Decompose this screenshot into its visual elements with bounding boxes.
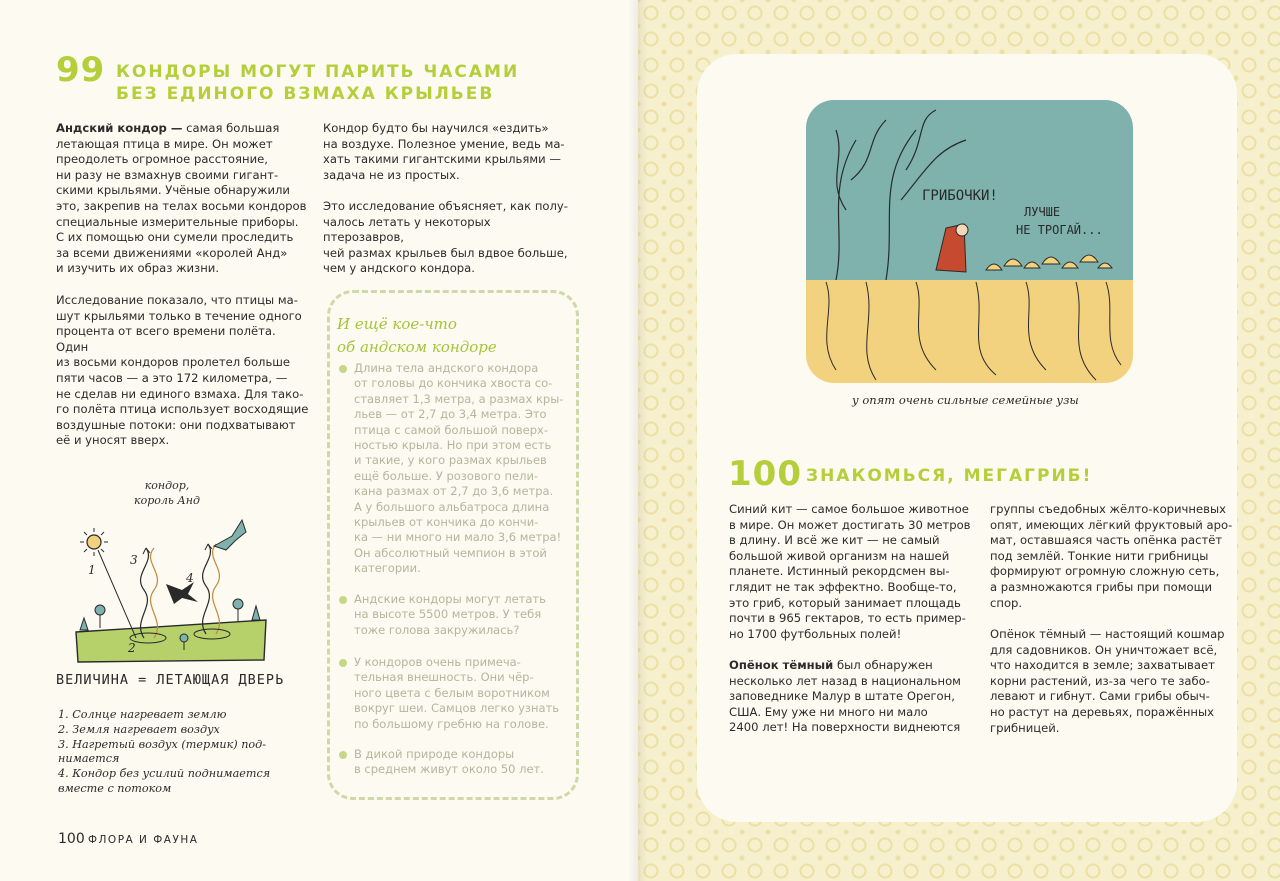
ground-shape [76,620,266,662]
diagram-label-3: 3 [130,553,138,567]
bold-lead: Андский кондор — [56,121,183,135]
thermal-line [213,544,220,634]
page-number: 100 [58,831,85,847]
sidebar-item [338,655,570,732]
diagram-label-4: 4 [186,571,194,585]
thermal-line [203,544,211,634]
speech-mushrooms: ГРИБОЧКИ! [922,188,998,204]
left-col2-paragraph2: Это исследование объясняет, как полу- чалось летать у некоторых птерозавров, чей размах крыльев был вдвое больше, чем у андского кондора. [323,199,568,276]
thermal-line [141,548,149,638]
right-col1-paragraph2 [729,658,984,736]
sidebar-item-text: Длина тела андского кондора от головы до кончика хвоста со- ставляет 1,3 метра, а размах кры- льев — от 2,7 до 3,4 метра. Это птица с самой большой поверх- ностью крыла. Но при этом есть и такие, у кого размах крыльев ещё больше. У розового пели- кана размах от 2,7 до 3,6 метра. А у большого альбатроса длина крыльев от кончика до кончи- ка — ни много ни мало 3,6 метра! Он абсолютный чемпион в этой категории. [354,361,564,576]
condor-silhouette-icon [166,582,198,604]
sidebar-title-line2: об андском кондоре [337,338,497,356]
left-col2-paragraph1: Кондор будто бы научился «ездить» на воздухе. Полезное умение, ведь ма- хать такими гигантскими крыльями — задача не из простых. [323,121,565,182]
paragraph-text: был обнаружен несколько лет назад в национальном заповеднике Малур в штате Орегон, США. Ему уже ни много ни мало 2400 лет! На поверхности виднеются [729,658,961,735]
illustration-caption: у опят очень сильные семейные узы [852,393,1079,407]
diagram-label-1: 1 [88,563,96,577]
speech-dont-touch-line1: ЛУЧШЕ [1024,205,1061,219]
fact-number-99: 99 [56,50,106,90]
sidebar-title-line1: И ещё кое-что [337,315,457,333]
sidebar-item-text: У кондоров очень примеча- тельная внешность. Они чёр- ного цвета с белым воротником вокруг шеи. Самцов легко узнать по большому гребню на голове. [354,655,560,731]
sun-icon [80,528,108,556]
sidebar-item-text: В дикой природе кондоры в среднем живут около 50 лет. [354,747,544,777]
fact-title-100: ЗНАКОМЬСЯ, МЕГАГРИБ! [806,466,1093,486]
sidebar-item [338,747,570,778]
paragraph-text: самая большая летающая птица в мире. Он может преодолеть огромное расстояние, ни разу не взмахнув своими гигант- скими крыльями. Учёные обнаружили это, закрепив на телах восьми кондоров специальные измерительные приборы. С их помощью они сумели проследить за всеми движениями «королей Анд» и изучить их образ жизни. [56,121,307,276]
right-col1-paragraph1: Синий кит — самое большое животное в мире. Он может достигать 30 метров в длину. И всё же кит — не самый большой живой организм на нашей планете. Истинный рекордсмен вы- глядит не так эффектно. Вообще-то, это гриб, который занимает площадь почти в 965 гектаров, то есть пример- но 1700 футбольных полей! [729,502,971,641]
right-col2-paragraph1: группы съедобных жёлто-коричневых опят, имеющих лёгкий фруктовый аро- мат, оставшаяся часть опёнка растёт под землёй. Тонкие нити грибницы формируют огромную сложную сеть, а размножаются грибы при помощи спор. [990,502,1233,610]
section-label: ФЛОРА И ФАУНА [88,834,199,846]
diagram-label-2: 2 [128,641,136,655]
fact-title-line1: КОНДОРЫ МОГУТ ПАРИТЬ ЧАСАМИ [116,62,520,82]
bullet-icon [339,659,347,667]
bold-lead: Опёнок тёмный [729,658,834,672]
sidebar-item [338,361,570,577]
bullet-icon [339,596,347,604]
left-col1-paragraph1 [56,121,311,277]
mushroom-illustration [806,100,1133,383]
thermal-diagram [66,510,276,670]
bullet-icon [339,751,347,759]
mushroom-illustration-svg [806,100,1133,383]
sidebar-item-text: Андские кондоры могут летать на высоте 5500 метров. У тебя тоже голова закружилась? [354,592,546,637]
page-fold [628,0,648,881]
left-col1-paragraph2: Исследование показало, что птицы ма- шут крыльями только в течение одного процента от всего времени полёта. Один из восьми кондоров пролетел больше пяти часов — а это 172 километра, — не сделав ни единого взмаха. Для тако- го полёта птица использует восходящие воздушные потоки: они подхватывают её и уносят вверх. [56,293,309,448]
right-col2-paragraph2: Опёнок тёмный — настоящий кошмар для садовников. Он уничтожает всё, что находится в земле; захватывает корни растений, из-за чего те забо- левают и гибнут. Сами грибы обыч- но растут на деревьях, поражённых грибницей. [990,627,1225,735]
condor-caption: кондор, король Анд [134,479,200,507]
flying-condor-icon [214,520,246,550]
sidebar-item [338,592,570,638]
speech-dont-touch-line2: НЕ ТРОГАЙ... [1016,223,1103,237]
thermal-line [151,548,158,638]
bullet-icon [339,365,347,373]
diagram-steps: 1. Солнце нагревает землю 2. Земля нагревает воздух 3. Нагретый воздух (термик) под- нимается 4. Кондор без усилий поднимается вместе с потоком [58,708,271,795]
fact-number-100: 100 [728,454,802,494]
scale-caption: ВЕЛИЧИНА = ЛЕТАЮЩАЯ ДВЕРЬ [56,672,285,688]
fact-title-line2: БЕЗ ЕДИНОГО ВЗМАХА КРЫЛЬЕВ [116,84,495,104]
